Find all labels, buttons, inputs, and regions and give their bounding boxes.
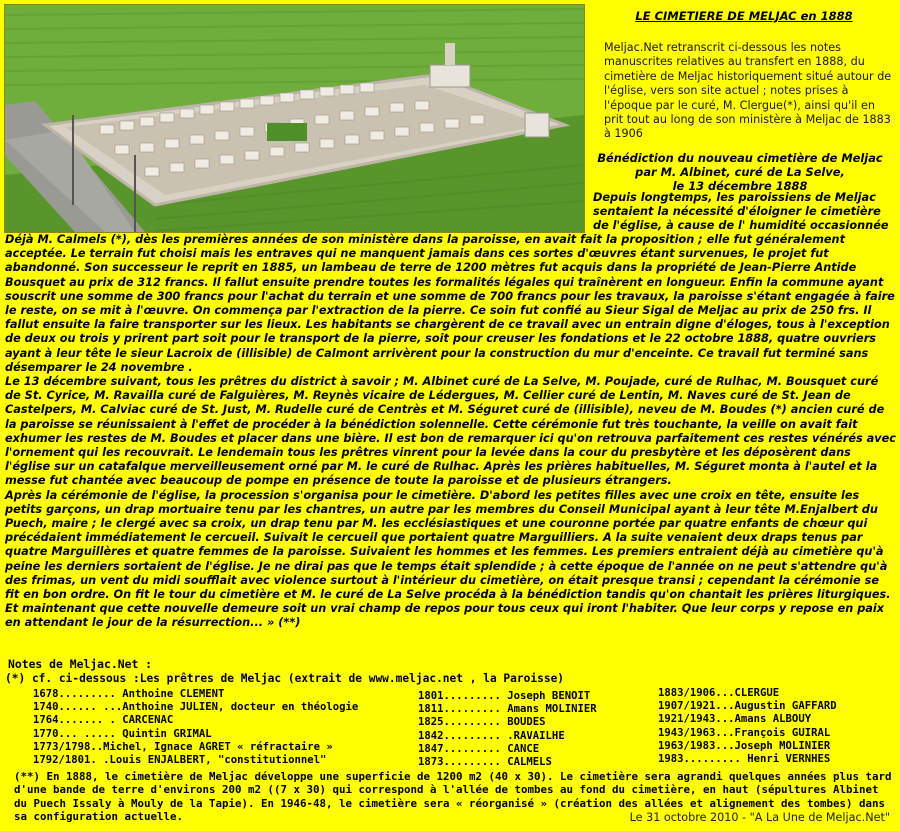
blessing-line-3: le 13 décembre 1888 [672, 178, 808, 193]
intro-text: Meljac.Net retranscrit ci-dessous les notes manuscrites relatives au transfert en 1888, du cimetière de Meljac historiquement situé autour de l'église, vers son site actuel ; notes prises à l'époque par le curé, M. Clergue(*), ainsi qu'il en prit tout au long de son ministère à Meljac de 1883 à 1906 [604, 41, 892, 141]
priest-entry: 1811......... Amans MOLINIER [418, 703, 597, 716]
footnote-text: (**) En 1888, le cimetière de Meljac développe une superficie de 1200 m2 (40 x 30). Le cimetière sera agrandi quelques années plus tard d'une bande de terre d'environs 200 m2 ((7 x 30) qui correspond à l'allée de tombes au fond du cimetière, en haut (sépultures Albinet du Puech Issaly à Mouly de la Tapie). En 1946-48, le cimetière sera « réorganisé » (création des allées et alignement des tombes) dans sa configuration actuelle. [14, 770, 892, 824]
cemetery-aerial-illustration [5, 5, 584, 232]
paragraph-3: Après la cérémonie de l'église, la procession s'organisa pour le cimetière. D'abord les petites filles avec une croix en tête, ensuite les petits garçons, un drap mortuaire tenu par les chantres, un autre par les membres du Conseil Municipal ayant à leur tête M.Enjalbert du Puech, maire ; le clergé avec sa croix, un drap tenu par M. les ecclésiastiques et une couronne portée par quatre enfants de chœur qui précédaient immédiatement le cercueil. Suivait le cercueil que portaient quatre Marguilliers. A la suite venaient deux draps tenus par quatre Marguillères et quatre femmes de la paroisse. Suivaient les hommes et les femmes. Les premiers entraient déjà au cimetière qu'à peine les derniers sortaient de l'église. Je ne dirai pas que le temps était splendide ; à cette époque de l'année on ne peut s'attendre qu'à des frimas, un vent du midi soufflait avec violence surtout à l'intérieur du cimetière, on était presque transi ; cependant la cérémonie se fit en bon ordre. On fit le tour du cimetière et M. le curé de La Selve procéda à la bénédiction tandis qu'on chantait les prières liturgiques. [5, 488, 891, 602]
blessing-heading [590, 152, 890, 193]
priest-entry: 1883/1906...CLERGUE [658, 687, 780, 699]
paragraph-2: Le 13 décembre suivant, tous les prêtres du district à savoir ; M. Albinet curé de La Selve, M. Poujade, curé de Rulhac, M. Bousquet curé de St. Cyrice, M. Ravailla curé de Falguières, M. Reynès vicaire de Lédergues, M. Cellier curé de Lentin, M. Naves curé de St. Jean de Castelpers, M. Calviac curé de St. Just, M. Rudelle curé de Centrès et M. Séguret curé de (illisible), neveu de M. Boudes (*) ancien curé de la paroisse se réunissaient à l'effet de procéder à la bénédiction solennelle. Cette cérémonie fut très touchante, la veille on avait fait exhumer les restes de M. Boudes et placer dans une bière. Il est bon de remarquer ici qu'on retrouva parfaitement ces restes vénérés avec l'ornement qui les recouvrait. Le lendemain tous les prêtres vinrent pour la levée dans la cour du presbytère et les déposèrent dans l'église sur un catafalque merveilleusement orné par M. le curé de Rulhac. Après les prières habituelles, M. Séguret monta à l'autel et la messe fut chantée avec beaucoup de pompe en présence de toute la paroisse et de plusieurs étrangers. [5, 375, 896, 488]
priest-entry: 1873......... CALMELS [418, 756, 552, 769]
main-body [5, 233, 897, 631]
priest-entry: 1792/1801. .Louis ENJALBERT, "constitutionnel" [33, 754, 327, 767]
paragraph-1-side: Depuis longtemps, les paroissiens de Meljac sentaient la nécessité d'éloigner le cimetière de l'église, à cause de l' humidité occasionnée [593, 191, 889, 232]
priest-entry: 1740...... ...Anthoine JULIEN, docteur en théologie [33, 701, 359, 714]
priest-entry: 1825......... BOUDES [418, 716, 546, 729]
notes-reference: (*) cf. ci-dessous :Les prêtres de Meljac (extrait de www.meljac.net , la Paroisse) [5, 672, 565, 685]
priest-entry: 1847......... CANCE [418, 742, 540, 755]
cemetery-photo [4, 4, 585, 233]
priest-entry: 1842......... .RAVAILHE [418, 729, 565, 742]
page-title: LE CIMETIERE DE MELJAC en 1888 [635, 9, 853, 23]
priest-entry: 1921/1943...Amans ALBOUY [658, 713, 812, 726]
priest-entry: 1764....... . CARCENAC [33, 714, 174, 727]
blessing-line-2: par M. Albinet, curé de La Selve, [635, 164, 845, 179]
priest-entry: 1963/1983...Joseph MOLINIER [658, 739, 831, 752]
signature-date: Le 31 octobre 2010 - "A La Une de Meljac.Net" [629, 811, 890, 824]
priests-list-column-3 [658, 687, 837, 766]
priest-entry: 1773/1798..Michel, Ignace AGRET « réfractaire » [33, 740, 333, 753]
paragraph-1: Déjà M. Calmels (*), dès les premières années de son ministère dans la paroisse, en avait fait la proposition ; elle fut généralement acceptée. Le terrain fut choisi mais les entraves qui ne manquent jamais dans ces sortes d'œuvres étant survenues, le projet fut abandonné. Son successeur le reprit en 1885, un lambeau de terre de 1200 mètres fut acquis dans la propriété de Jean-Pierre Antide Bousquet au prix de 312 francs. Il fallut ensuite prendre toutes les formalités légales qui traînèrent en longueur. Enfin la commune ayant souscrit une somme de 300 francs pour l'achat du terrain et une somme de 700 francs pour les travaux, la paroisse s'étant engagée à faire le reste, on se mit à l'œuvre. On commença par l'extraction de la pierre. Ce soin fut confié au Sieur Sigal de Meljac au prix de 250 frs. Il fallut ensuite la faire transporter sur les lieux. Les habitants se chargèrent de ce travail avec un entrain digne d'éloges, tous à l'exception de deux ou trois y prirent part soit pour le transport de la pierre, soit pour creuser les fondations et le 22 octobre 1888, quatre ouvriers ayant à leur tête le sieur Lacroix de (illisible) de Calmont arrivèrent pour la construction du mur d'enceinte. Ce travail fut terminé sans désemparer le 24 novembre . [5, 233, 895, 374]
priest-entry: 1770... ..... Quintin GRIMAL [33, 727, 212, 740]
priest-entry: 1983......... Henri VERNHES [658, 753, 831, 766]
priest-entry: 1801......... Joseph BENOIT [418, 690, 591, 702]
priest-entry: 1678......... Anthoine CLEMENT [33, 688, 225, 700]
priest-entry: 1907/1921...Augustin GAFFARD [658, 700, 837, 713]
paragraph-4: Et maintenant que cette nouvelle demeure soit un vrai champ de repos pour tous ceux qui iront l'habiter. Que leur corps y repose en paix en attendant le jour de la résurrection... » (**) [5, 602, 885, 630]
priests-list-column-2 [418, 690, 597, 769]
notes-title: Notes de Meljac.Net : [8, 657, 153, 671]
priest-entry: 1943/1963...François GUIRAL [658, 726, 831, 739]
blessing-line-1: Bénédiction du nouveau cimetière de Meljac [597, 151, 883, 165]
priests-list-column-1 [33, 688, 358, 767]
